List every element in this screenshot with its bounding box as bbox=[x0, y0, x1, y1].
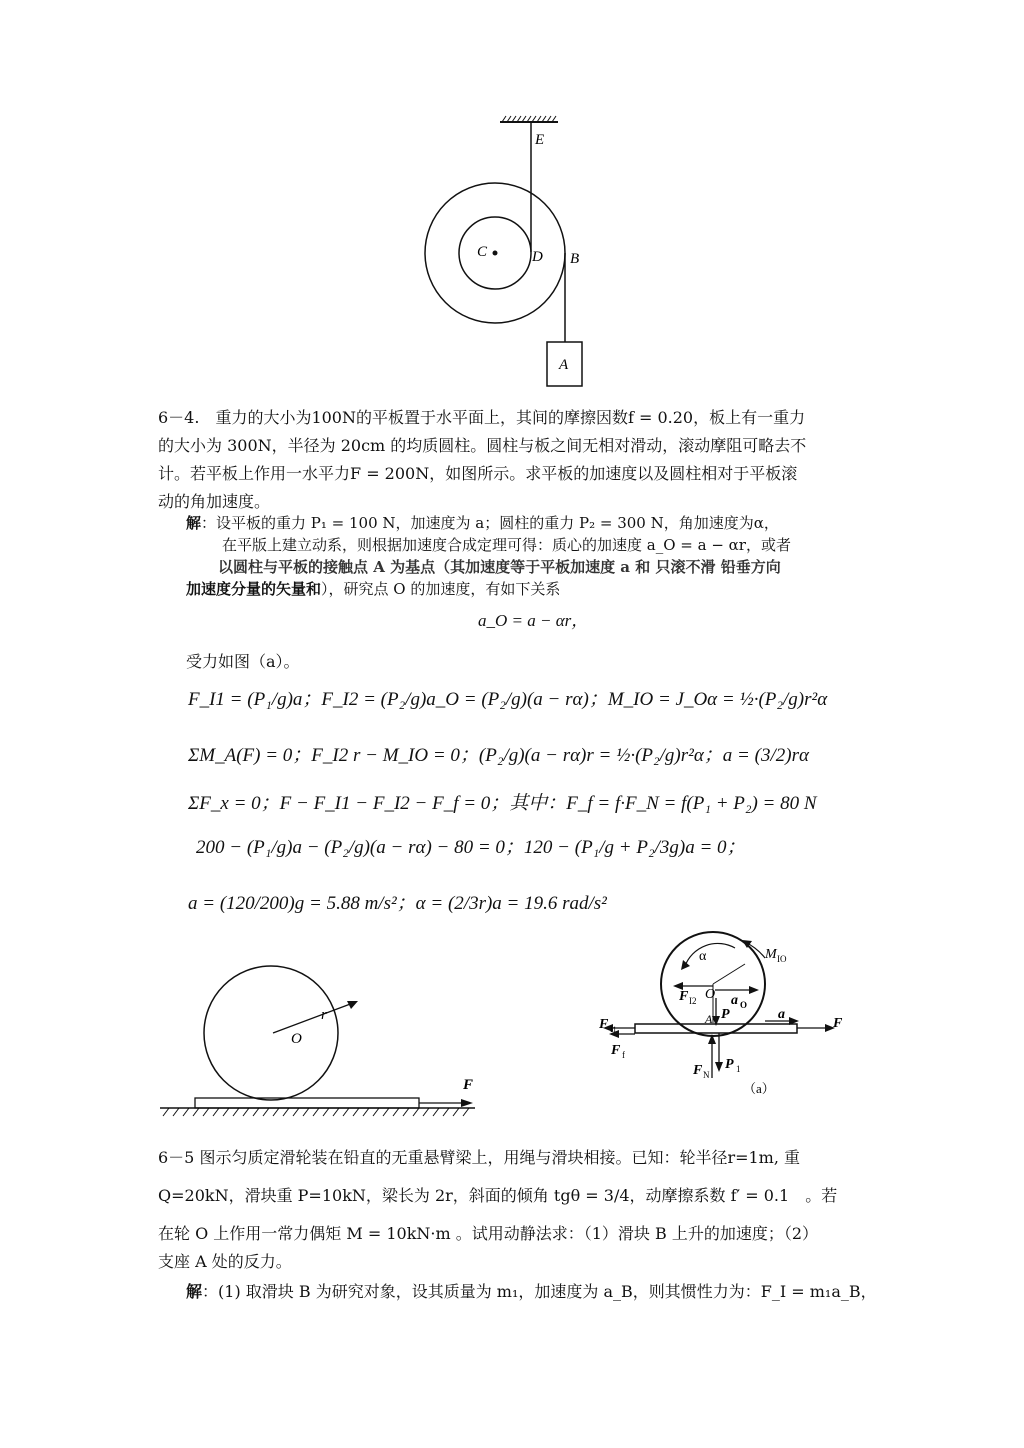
label-FI1-sub: I1 bbox=[610, 1025, 617, 1034]
label-P1-sub: 1 bbox=[736, 1064, 741, 1074]
solution-6-5-line-1: ：(1) 取滑块 B 为研究对象，设其质量为 m₁，加速度为 a_B，则其惯性力为：F_I = m₁a_B， bbox=[202, 1282, 877, 1301]
label-a: a bbox=[778, 1007, 785, 1022]
label-F: F bbox=[463, 1077, 474, 1093]
label-C: C bbox=[477, 244, 488, 260]
solution-label: 解 bbox=[186, 514, 202, 532]
solution-6-5-label: 解 bbox=[186, 1282, 203, 1301]
solution-line-3: 以圆柱与平板的接触点 A 为基点（其加速度等于平板加速度 a 和 只滚不滑 铅垂方向 bbox=[218, 558, 781, 576]
problem-6-5-line-4: 支座 A 处的反力。 bbox=[158, 1252, 292, 1271]
force-diagram-note: 受力如图（a）。 bbox=[186, 652, 300, 671]
label-A-a: A bbox=[705, 1012, 713, 1026]
acceleration-relation: a_O = a − αr， bbox=[478, 611, 589, 630]
problem-6-5-line-1: 6－5 图示匀质定滑轮装在铅直的无重悬臂梁上，用绳与滑块相接。已知：轮半径r=1m, 重 bbox=[158, 1148, 801, 1167]
solution-line-1: ：设平板的重力 P₁ = 100 N，加速度为 a；圆柱的重力 P₂ = 300 N，角加速度为α， bbox=[201, 514, 779, 532]
label-aO: a bbox=[731, 993, 738, 1008]
pulley-figure bbox=[400, 110, 620, 395]
label-O: O bbox=[291, 1031, 302, 1047]
figure-caption-a: （a） bbox=[743, 1081, 775, 1096]
problem-6-4-line-2: 的大小为 300N，半径为 20cm 的均质圆柱。圆柱与板之间无相对滑动，滚动摩阻可略去不 bbox=[158, 436, 807, 455]
label-P: P bbox=[721, 1007, 730, 1022]
label-D: D bbox=[532, 249, 543, 265]
solution-6-4 bbox=[186, 512, 886, 600]
problem-6-4-line-1: 6－4. 重力的大小为100N的平板置于水平面上，其间的摩擦因数f = 0.20，板上有一重力 bbox=[158, 408, 806, 427]
equation-4: 200 − (P₁/g)a − (P₂/g)(a − rα) − 80 = 0；120 − (P₁/g + P₂/3g)a = 0； bbox=[196, 837, 746, 858]
equation-1: F_I1 = (P₁/g)a；F_I2 = (P₂/g)a_O = (P₂/g)(a − rα)；M_IO = J_Oα = ½·(P₂/g)r²α bbox=[188, 689, 828, 710]
label-FN-sub: N bbox=[703, 1070, 710, 1080]
label-P1: P bbox=[725, 1057, 734, 1072]
label-r: r bbox=[321, 1007, 327, 1023]
solution-line-4-rest: ），研究点 O 的加速度，有如下关系 bbox=[321, 580, 561, 598]
label-FN: F bbox=[693, 1063, 703, 1078]
label-B: B bbox=[570, 251, 580, 267]
problem-6-5-line-3: 在轮 O 上作用一常力偶矩 M = 10kN·m 。试用动静法求：（1）滑块 B 上升的加速度；（2） bbox=[158, 1224, 819, 1243]
label-Ff-sub: f bbox=[622, 1050, 625, 1060]
problem-6-5 bbox=[158, 1146, 878, 1304]
cylinder-plate-figure bbox=[155, 965, 495, 1125]
label-FI1: F bbox=[599, 1017, 609, 1032]
problem-6-4-line-3: 计。若平板上作用一水平力F = 200N，如图所示。求平板的加速度以及圆柱相对于平板滚 bbox=[158, 464, 798, 483]
solution-line-2: 在平版上建立动系，则根据加速度合成定理可得：质心的加速度 a_O = a − αr，或者 bbox=[222, 536, 791, 554]
label-FI2: F bbox=[679, 989, 689, 1004]
label-A: A bbox=[559, 357, 569, 373]
equation-2: ΣM_A(F) = 0；F_I2 r − M_IO = 0；(P₂/g)(a − rα)r = ½·(P₂/g)r²α；a = (3/2)rα bbox=[188, 745, 809, 766]
problem-6-4 bbox=[158, 404, 878, 516]
problem-6-5-line-2: Q=20kN，滑块重 P=10kN，梁长为 2r，斜面的倾角 tgθ = 3/4，动摩擦系数 f′ = 0.1 。若 bbox=[158, 1186, 838, 1205]
label-M: M bbox=[765, 947, 777, 962]
equation-3: ΣF_x = 0；F − F_I1 − F_I2 − F_f = 0；其中：F_f = f·F_N = f(P₁ + P₂) = 80 N bbox=[188, 793, 817, 814]
label-F-a: F bbox=[833, 1016, 843, 1031]
label-Ff: F bbox=[611, 1043, 621, 1058]
label-alpha: α bbox=[699, 949, 707, 964]
solution-line-4-bold: 加速度分量的矢量和 bbox=[186, 580, 322, 598]
label-FI2-sub: I2 bbox=[689, 996, 697, 1006]
label-O-a: O bbox=[705, 987, 716, 1002]
problem-6-4-line-4: 动的角加速度。 bbox=[158, 492, 271, 511]
force-diagram-a bbox=[595, 928, 855, 1100]
label-aO-sub: O bbox=[740, 1000, 748, 1010]
equation-5: a = (120/200)g = 5.88 m/s²；α = (2/3r)a = 19.6 rad/s² bbox=[188, 893, 607, 914]
label-M-sub: IO bbox=[777, 954, 787, 964]
label-E: E bbox=[535, 132, 545, 148]
